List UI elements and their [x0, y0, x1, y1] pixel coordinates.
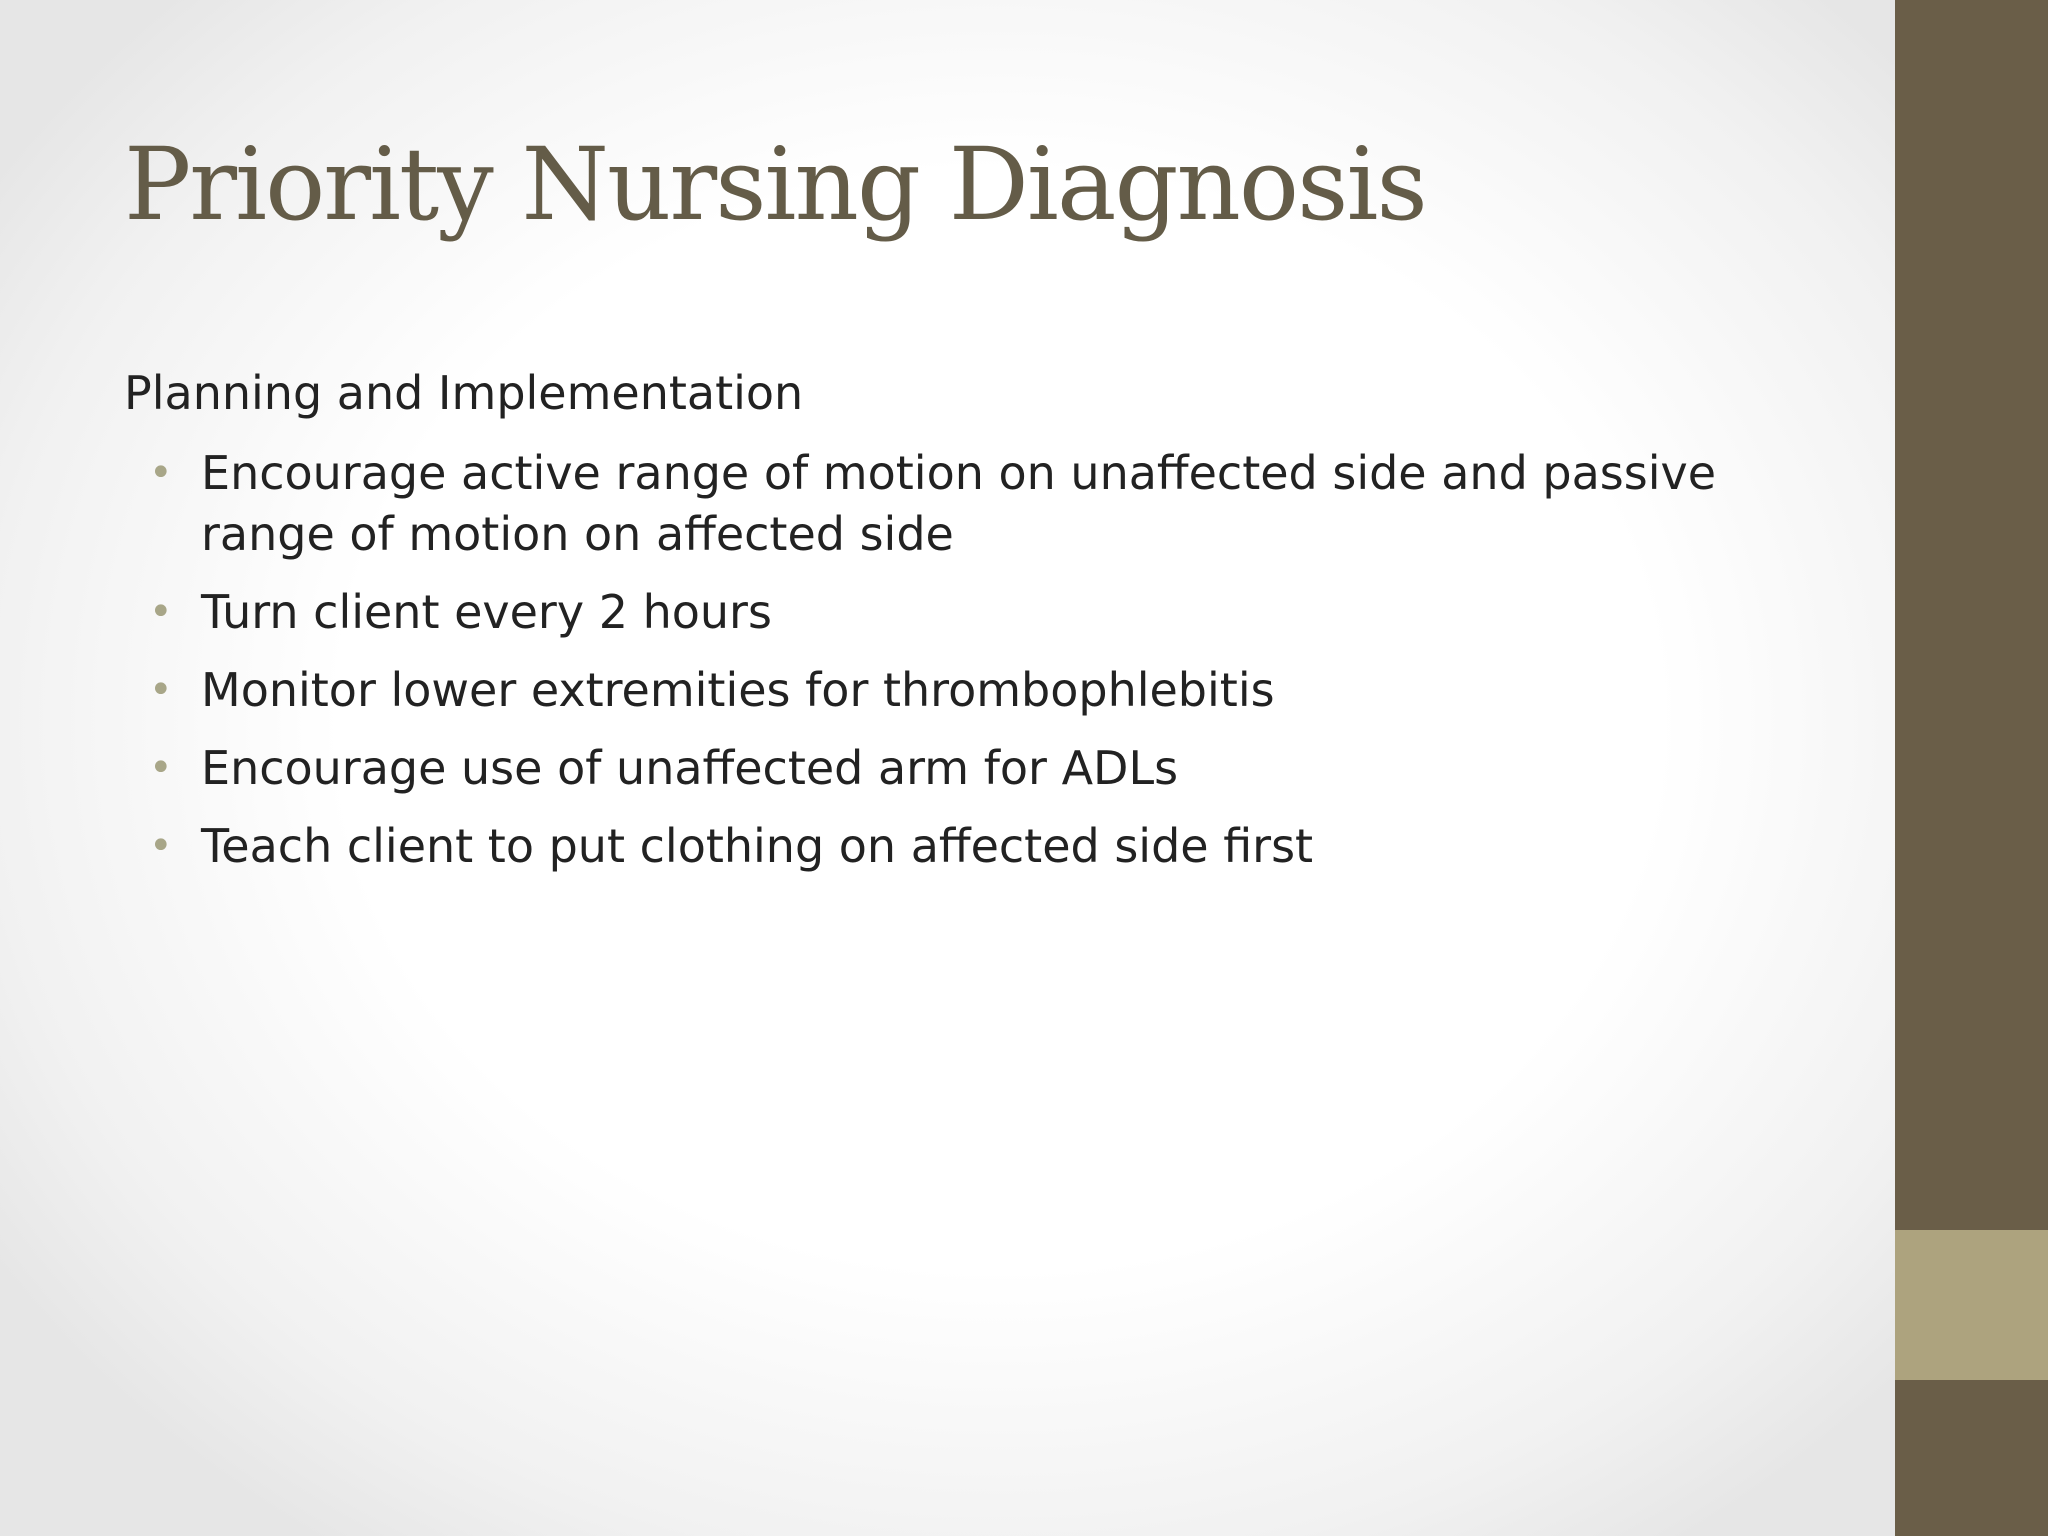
bullet-item [124, 660, 1744, 721]
bullet-list [124, 443, 1744, 877]
bullet-text: Encourage use of unaffected arm for ADLs [201, 740, 1179, 795]
slide-body [124, 365, 1744, 894]
bullet-item [124, 582, 1744, 643]
bullet-text: Turn client every 2 hours [201, 584, 772, 639]
slide-title: Priority Nursing Diagnosis [124, 126, 1426, 243]
bullet-text: Monitor lower extremities for thrombophlebitis [201, 662, 1275, 717]
bullet-dot-icon: • [149, 822, 173, 869]
section-heading: Planning and Implementation [124, 366, 804, 420]
bullet-item [124, 816, 1744, 877]
bullet-dot-icon: • [149, 588, 173, 635]
bullet-dot-icon: • [149, 449, 173, 496]
bullet-item [124, 738, 1744, 799]
decorative-sidebar-accent [1895, 1230, 2048, 1380]
bullet-text: Teach client to put clothing on affected side first [201, 818, 1314, 873]
bullet-text: Encourage active range of motion on unaffected side and passive range of motion on affected side [201, 445, 1717, 561]
bullet-dot-icon: • [149, 666, 173, 713]
bullet-item [124, 443, 1744, 565]
bullet-dot-icon: • [149, 744, 173, 791]
